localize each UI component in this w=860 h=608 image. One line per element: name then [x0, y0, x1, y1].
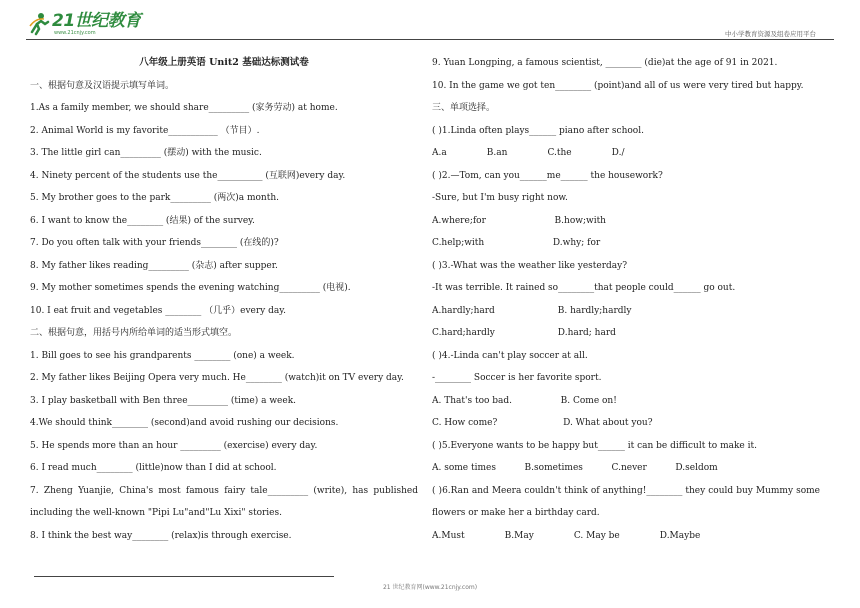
question-line: 3. I play basketball with Ben three_________ (time) a week. [30, 395, 297, 406]
answer-options: C.help;with D.why; for [432, 238, 601, 248]
section-heading: 二、根据句意，用括号内所给单词的适当形式填空。 [30, 328, 238, 338]
question-line: ( )6.Ran and Meera couldn't think of anything!________ they could buy Mummy some [432, 485, 820, 496]
runner-logo-icon [28, 12, 50, 36]
question-line-continued: including the well-known "Pipi Lu"and"Lu Xixi" stories. [30, 508, 282, 518]
footer-divider [34, 576, 334, 577]
question-line: ( )3.-What was the weather like yesterday? [432, 260, 628, 271]
site-logo [28, 12, 141, 36]
question-line: -Sure, but I'm busy right now. [432, 193, 568, 203]
answer-options: A.hardly;hard B. hardly;hardly [432, 305, 632, 316]
question-line: 4.We should think________ (second)and avoid rushing our decisions. [30, 418, 339, 428]
answer-options: A.where;for B.how;with [432, 215, 606, 226]
question-line: 2. Animal World is my favorite___________ （节目）. [30, 125, 260, 136]
platform-label: 中小学教育资源及组卷应用平台 [725, 30, 816, 38]
question-line: 1. Bill goes to see his grandparents ________ (one) a week. [30, 350, 295, 361]
page-footer: 21 世纪教育网(www.21cnjy.com) [382, 584, 478, 591]
question-line: 10. I eat fruit and vegetables ________ （几乎）every day. [30, 305, 286, 316]
question-line: 5. My brother goes to the park_________ (两次)a month. [30, 193, 279, 203]
question-line-continued: flowers or make her a birthday card. [432, 508, 600, 518]
question-line: 7. Do you often talk with your friends________ (在线的)? [30, 238, 279, 248]
question-line: ( )4.-Linda can't play soccer at all. [432, 350, 588, 361]
question-line: 9. My mother sometimes spends the evening watching_________ (电视). [30, 283, 351, 293]
question-line: ( )1.Linda often plays______ piano after school. [432, 125, 644, 136]
question-line: 8. I think the best way________ (relax)is through exercise. [30, 530, 292, 541]
question-line: 7. Zheng Yuanjie, China's most famous fairy tale_________ (write), has published [30, 485, 418, 496]
question-line: 2. My father likes Beijing Opera very much. He________ (watch)it on TV every day. [30, 373, 404, 383]
question-line: 4. Ninety percent of the students use the__________ (互联网)every day. [30, 170, 346, 181]
question-line: 6. I want to know the________ (结果) of the survey. [30, 215, 255, 226]
left-column [30, 52, 418, 547]
question-line: ( )5.Everyone wants to be happy but______ it can be difficult to make it. [432, 440, 757, 451]
question-line: 3. The little girl can_________ (摆动) with the music. [30, 148, 262, 158]
question-line: 1.As a family member, we should share_________ (家务劳动) at home. [30, 103, 338, 113]
question-line: 5. He spends more than an hour _________ (exercise) every day. [30, 440, 318, 451]
question-line: 9. Yuan Longping, a famous scientist, ________ (die)at the age of 91 in 2021. [432, 58, 778, 68]
question-line: 8. My father likes reading_________ (杂志) after supper. [30, 260, 278, 271]
logo-url: www.21cnjy.com [54, 30, 96, 36]
section-heading: 三、单项选择。 [432, 103, 496, 113]
answer-options: A.a B.an C.the D./ [432, 148, 625, 158]
question-line: ( )2.—Tom, can you______me______ the housework? [432, 170, 663, 181]
answer-options: A. some times B.sometimes C.never D.seldom [432, 463, 718, 473]
question-line: 10. In the game we got ten________ (point)and all of us were very tired but happy. [432, 80, 804, 91]
section-heading: 一、根据句意及汉语提示填写单词。 [30, 80, 175, 91]
header-divider [26, 39, 834, 40]
answer-options: A. That's too bad. B. Come on! [432, 395, 617, 406]
answer-options: C. How come? D. What about you? [432, 418, 653, 428]
question-line: -________ Soccer is her favorite sport. [432, 373, 602, 383]
page-title: 八年级上册英语 Unit2 基础达标测试卷 [139, 57, 309, 68]
answer-options: C.hard;hardly D.hard; hard [432, 328, 616, 338]
answer-options: A.Must B.May C. May be D.Maybe [432, 530, 701, 541]
logo-text: 21世纪教育 [52, 11, 141, 31]
right-column [432, 52, 820, 547]
question-line: 6. I read much________ (little)now than I did at school. [30, 463, 277, 473]
question-line: -It was terrible. It rained so________that people could______ go out. [432, 283, 736, 293]
